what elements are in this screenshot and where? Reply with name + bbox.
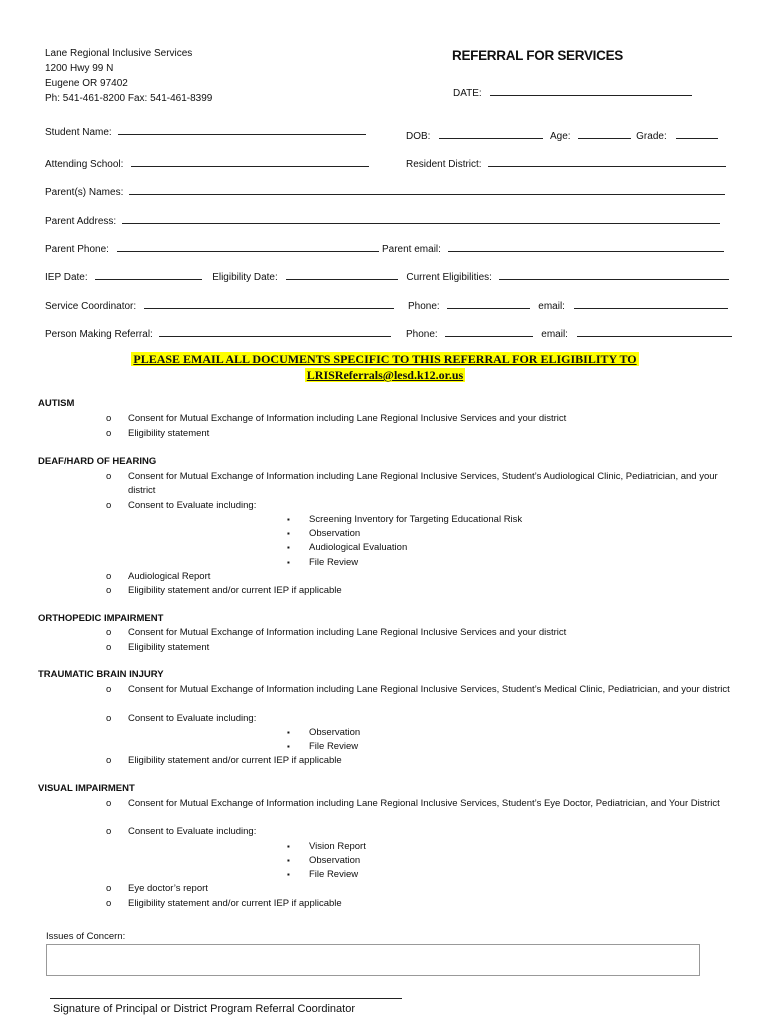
circle-bullet-icon: o bbox=[106, 627, 112, 638]
circle-bullet-icon: o bbox=[106, 684, 112, 695]
resident-district-row bbox=[406, 155, 726, 170]
date-label: DATE: bbox=[453, 88, 482, 99]
sc-phone-field[interactable] bbox=[447, 297, 530, 309]
grade-field[interactable] bbox=[676, 127, 718, 139]
student-name-row bbox=[45, 123, 366, 138]
form-title: REFERRAL FOR SERVICES bbox=[452, 48, 623, 63]
attending-school-row bbox=[45, 155, 369, 170]
referrer-email-label: email: bbox=[541, 329, 568, 340]
sc-email-field[interactable] bbox=[574, 297, 728, 309]
checklist-item: o Eligibility statement bbox=[108, 427, 733, 441]
circle-bullet-icon: o bbox=[106, 642, 112, 653]
email-notice-address-row bbox=[0, 368, 770, 383]
signature-line[interactable] bbox=[50, 998, 402, 999]
section-heading-orthopedic-impairment: ORTHOPEDIC IMPAIRMENT bbox=[38, 613, 164, 624]
square-bullet-icon: ▪ bbox=[287, 543, 290, 552]
service-coordinator-contact-row bbox=[408, 297, 728, 312]
checklist-item: o Eligibility statement and/or current IEP if applicable bbox=[108, 754, 733, 768]
date-field[interactable] bbox=[490, 84, 692, 96]
student-name-field[interactable] bbox=[118, 123, 366, 135]
circle-bullet-icon: o bbox=[106, 898, 112, 909]
square-bullet-icon: ▪ bbox=[287, 742, 290, 751]
circle-bullet-icon: o bbox=[106, 585, 112, 596]
sc-email-label: email: bbox=[538, 301, 565, 312]
checklist-item: o Eligibility statement and/or current IEP if applicable bbox=[108, 897, 733, 911]
parent-address-row bbox=[45, 212, 720, 227]
date-row bbox=[453, 84, 692, 99]
circle-bullet-icon: o bbox=[106, 471, 112, 482]
email-notice-address[interactable]: LRISReferrals@lesd.k12.or.us bbox=[306, 368, 464, 382]
eligibility-date-field[interactable] bbox=[286, 268, 398, 280]
parent-email-field[interactable] bbox=[448, 240, 724, 252]
sc-phone-label: Phone: bbox=[408, 301, 440, 312]
resident-district-label: Resident District: bbox=[406, 159, 482, 170]
sub-item: ▪ Screening Inventory for Targeting Educational Risk bbox=[287, 513, 522, 527]
email-notice bbox=[0, 352, 770, 367]
resident-district-field[interactable] bbox=[488, 155, 726, 167]
signature-label: Signature of Principal or District Program Referral Coordinator bbox=[53, 1003, 356, 1015]
dob-field[interactable] bbox=[439, 127, 543, 139]
parent-phone-row bbox=[45, 240, 379, 255]
circle-bullet-icon: o bbox=[106, 500, 112, 511]
attending-school-field[interactable] bbox=[131, 155, 369, 167]
square-bullet-icon: ▪ bbox=[287, 728, 290, 737]
org-city: Eugene OR 97402 bbox=[45, 78, 128, 89]
circle-bullet-icon: o bbox=[106, 883, 112, 894]
age-label: Age: bbox=[550, 131, 571, 142]
parents-names-row bbox=[45, 183, 725, 198]
person-making-referral-label: Person Making Referral: bbox=[45, 329, 153, 340]
checklist-item: o Audiological Report bbox=[108, 570, 733, 584]
referrer-phone-field[interactable] bbox=[445, 325, 533, 337]
section-heading-traumatic-brain-injury: TRAUMATIC BRAIN INJURY bbox=[38, 669, 164, 680]
org-phone-fax: Ph: 541-461-8200 Fax: 541-461-8399 bbox=[45, 93, 213, 104]
issues-of-concern-label: Issues of Concern: bbox=[46, 931, 126, 942]
attending-school-label: Attending School: bbox=[45, 159, 124, 170]
square-bullet-icon: ▪ bbox=[287, 856, 290, 865]
email-notice-line1: PLEASE EMAIL ALL DOCUMENTS SPECIFIC TO THIS REFERRAL FOR ELIGIBILITY TO bbox=[133, 352, 637, 366]
parent-email-row bbox=[382, 240, 724, 255]
circle-bullet-icon: o bbox=[106, 428, 112, 439]
parent-address-field[interactable] bbox=[122, 212, 720, 224]
parents-names-label: Parent(s) Names: bbox=[45, 187, 124, 198]
iep-row bbox=[45, 268, 729, 283]
parent-address-label: Parent Address: bbox=[45, 216, 117, 227]
sub-item: ▪ File Review bbox=[287, 740, 358, 754]
checklist-item: o Consent for Mutual Exchange of Information including Lane Regional Inclusive Services, Student’s Medical Clinic, Pediatrician, and your district bbox=[108, 683, 733, 697]
sub-item: ▪ File Review bbox=[287, 868, 358, 882]
checklist-item: o Eye doctor’s report bbox=[108, 882, 733, 896]
parent-phone-field[interactable] bbox=[117, 240, 379, 252]
person-making-referral-row bbox=[45, 325, 391, 340]
referrer-phone-label: Phone: bbox=[406, 329, 438, 340]
circle-bullet-icon: o bbox=[106, 826, 112, 837]
person-making-referral-field[interactable] bbox=[159, 325, 391, 337]
circle-bullet-icon: o bbox=[106, 713, 112, 724]
age-field[interactable] bbox=[578, 127, 631, 139]
checklist-item: o Eligibility statement bbox=[108, 641, 733, 655]
iep-date-field[interactable] bbox=[95, 268, 202, 280]
square-bullet-icon: ▪ bbox=[287, 870, 290, 879]
sub-item: ▪ Vision Report bbox=[287, 840, 366, 854]
org-address-block bbox=[45, 46, 212, 106]
iep-date-label: IEP Date: bbox=[45, 272, 88, 283]
referrer-email-field[interactable] bbox=[577, 325, 732, 337]
section-heading-visual-impairment: VISUAL IMPAIRMENT bbox=[38, 783, 135, 794]
dob-label: DOB: bbox=[406, 131, 431, 142]
parents-names-field[interactable] bbox=[129, 183, 725, 195]
sub-item: ▪ Observation bbox=[287, 854, 360, 868]
square-bullet-icon: ▪ bbox=[287, 842, 290, 851]
referrer-contact-row bbox=[406, 325, 732, 340]
section-heading-autism: AUTISM bbox=[38, 398, 75, 409]
checklist-item: o Consent to Evaluate including: bbox=[108, 499, 733, 513]
parent-phone-label: Parent Phone: bbox=[45, 244, 109, 255]
square-bullet-icon: ▪ bbox=[287, 558, 290, 567]
org-name: Lane Regional Inclusive Services bbox=[45, 48, 193, 59]
square-bullet-icon: ▪ bbox=[287, 529, 290, 538]
grade-label: Grade: bbox=[636, 131, 667, 142]
checklist-item: o Consent to Evaluate including: bbox=[108, 825, 733, 839]
eligibility-date-label: Eligibility Date: bbox=[212, 272, 278, 283]
square-bullet-icon: ▪ bbox=[287, 515, 290, 524]
circle-bullet-icon: o bbox=[106, 571, 112, 582]
circle-bullet-icon: o bbox=[106, 798, 112, 809]
student-name-label: Student Name: bbox=[45, 127, 112, 138]
checklist-item: o Eligibility statement and/or current IEP if applicable bbox=[108, 584, 733, 598]
dob-age-grade-row bbox=[406, 127, 718, 142]
service-coordinator-field[interactable] bbox=[144, 297, 394, 309]
checklist-item: o Consent to Evaluate including: bbox=[108, 712, 733, 726]
current-eligibilities-label: Current Eligibilities: bbox=[406, 272, 492, 283]
parent-email-label: Parent email: bbox=[382, 244, 441, 255]
checklist-item: o Consent for Mutual Exchange of Information including Lane Regional Inclusive Services, Student’s Eye Doctor, Pediatrician, and Your District bbox=[108, 797, 733, 811]
checklist-item: o Consent for Mutual Exchange of Information including Lane Regional Inclusive Services and your district bbox=[108, 412, 733, 426]
checklist-item: o Consent for Mutual Exchange of Information including Lane Regional Inclusive Services, Student’s Audiological Clinic, Pediatrician, and your district bbox=[106, 471, 718, 497]
org-street: 1200 Hwy 99 N bbox=[45, 63, 114, 74]
checklist-item: o Consent for Mutual Exchange of Information including Lane Regional Inclusive Services and your district bbox=[108, 626, 733, 640]
sub-item: ▪ Audiological Evaluation bbox=[287, 541, 407, 555]
sub-item: ▪ Observation bbox=[287, 527, 360, 541]
service-coordinator-label: Service Coordinator: bbox=[45, 301, 137, 312]
current-eligibilities-field[interactable] bbox=[499, 268, 729, 280]
sub-item: ▪ File Review bbox=[287, 556, 358, 570]
circle-bullet-icon: o bbox=[106, 755, 112, 766]
service-coordinator-row bbox=[45, 297, 394, 312]
issues-of-concern-field[interactable] bbox=[46, 944, 700, 976]
circle-bullet-icon: o bbox=[106, 413, 112, 424]
section-heading-deaf-hard-of-hearing: DEAF/HARD OF HEARING bbox=[38, 456, 157, 467]
sub-item: ▪ Observation bbox=[287, 726, 360, 740]
